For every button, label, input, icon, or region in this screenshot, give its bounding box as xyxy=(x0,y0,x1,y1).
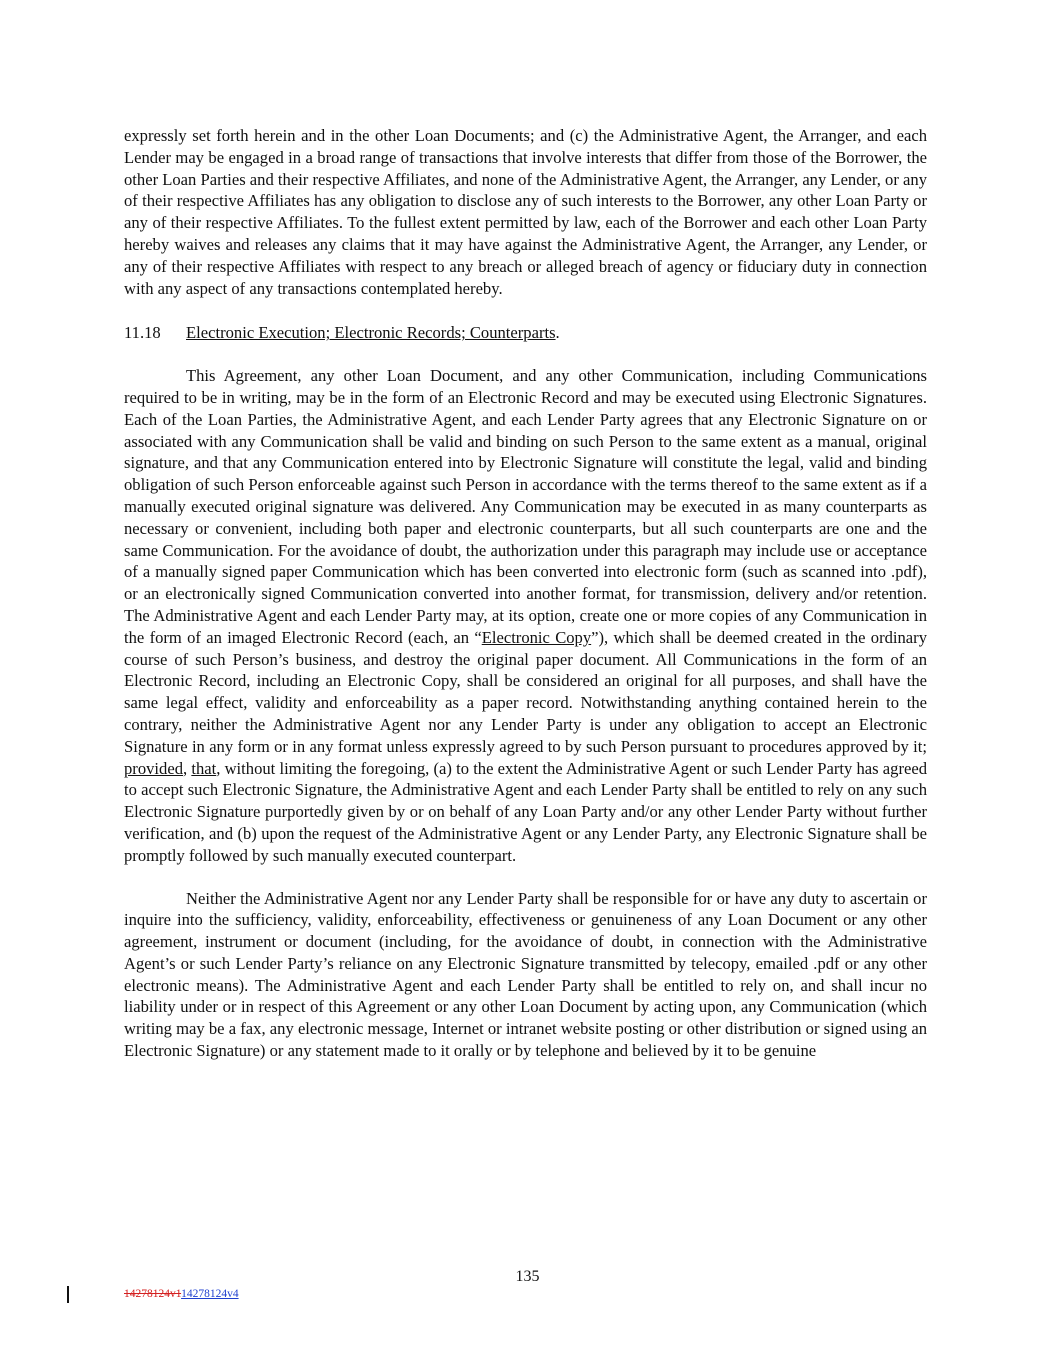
inserted-doc-id: 14278124v4 xyxy=(181,1288,239,1300)
section-number: 11.18 xyxy=(124,323,161,343)
electronic-execution-paragraph xyxy=(124,365,927,866)
defined-term-electronic-copy: Electronic Copy xyxy=(481,627,592,647)
document-id xyxy=(124,1288,239,1300)
provided-term: provided xyxy=(124,758,183,778)
paragraph-text-part3: , without limiting the foregoing, (a) to the extent the Administrative Agent or such Lender Party has agreed to accept such Electronic Signature, the Administrative Agent and each Lender Party shall be entitled to rely on any such Electronic Signature purportedly given by or on behalf of any Loan Party and/or any other Lender Party without further verification, and (b) upon the request of the Administrative Agent or any Lender Party, any Electronic Signature shall be promptly followed by such manually executed counterpart. xyxy=(124,758,927,865)
section-title: Electronic Execution; Electronic Records; Counterparts xyxy=(186,323,556,343)
paragraph-gap xyxy=(124,867,927,888)
comma-separator: , xyxy=(183,758,192,778)
section-title-period: . xyxy=(555,323,560,343)
page-body xyxy=(124,125,927,1062)
paragraph-text-part1: This Agreement, any other Loan Document, and any other Communication, including Communications required to be in writing, may be in the form of an Electronic Record and may be executed using Electronic Signatures. Each of the Loan Parties, the Administrative Agent, and each Lender Party agrees that any Electronic Signature on or associated with any Communication shall be valid and binding on such Person to the same extent as a manual, original signature, and that any Communication entered into by Electronic Signature will constitute the legal, valid and binding obligation of such Person enforceable against such Person in accordance with the terms thereof to the same extent as if a manually executed original signature was delivered. Any Communication may be executed in as many counterparts as necessary or convenient, including both paper and electronic counterparts, but all such counterparts are one and the same Communication. For the avoidance of doubt, the authorization under this paragraph may include use or acceptance of a manually signed paper Communication which has been converted into electronic form (such as scanned into .pdf), or an electronically signed Communication converted into another format, for transmission, delivery and/or retention. The Administrative Agent and each Lender Party may, at its option, create one or more copies of any Communication in the form of an imaged Electronic Record (each, an “ xyxy=(124,366,927,647)
that-term: that xyxy=(191,758,217,778)
deleted-doc-id: 14278124v1 xyxy=(124,1288,182,1300)
reliance-paragraph: Neither the Administrative Agent nor any Lender Party shall be responsible for or have any duty to ascertain or inquire into the sufficiency, validity, enforceability, effectiveness or genuineness of any Loan Document or any other agreement, instrument or document (including, for the avoidance of doubt, in connection with the Administrative Agent’s or such Lender Party’s reliance on any Electronic Signature transmitted by telecopy, emailed .pdf or any other electronic means). The Administrative Agent and each Lender Party shall be entitled to rely on, and shall incur no liability under or in respect of this Agreement or any other Loan Document by acting upon, any Communication (which writing may be a fax, any electronic message, Internet or intranet website posting or other distribution or signed using an Electronic Signature) or any statement made to it orally or by telephone and believed by it to be genuine xyxy=(124,888,927,1061)
paragraph-text-part2: ”), which shall be deemed created in the ordinary course of such Person’s business, and destroy the original paper document. All Communications in the form of an Electronic Record, including an Electronic Copy, shall be considered an original for all purposes, and shall have the same legal effect, validity and enforceability as a paper record. Notwithstanding anything contained herein to the contrary, neither the Administrative Agent nor any Lender Party is under any obligation to accept an Electronic Signature in any form or in any format unless expressly agreed to by such Person pursuant to procedures approved by it; xyxy=(124,627,927,756)
page-number: 135 xyxy=(515,1268,540,1285)
revision-change-bar xyxy=(67,1286,69,1303)
continuation-paragraph: expressly set forth herein and in the other Loan Documents; and (c) the Administrative Agent, the Arranger, and each Lender may be engaged in a broad range of transactions that involve interests that differ from those of the Borrower, the other Loan Parties and their respective Affiliates, and none of the Administrative Agent, the Arranger, any Lender, or any of their respective Affiliates has any obligation to disclose any of such interests to the Borrower, any other Loan Party or any of their respective Affiliates. To the fullest extent permitted by law, each of the Borrower and each other Loan Party hereby waives and releases any claims that it may have against the Administrative Agent, the Arranger, any Lender, or any of their respective Affiliates with respect to any breach or alleged breach of agency or fiduciary duty in connection with any aspect of any transactions contemplated hereby. xyxy=(124,126,927,298)
section-heading xyxy=(124,299,927,365)
